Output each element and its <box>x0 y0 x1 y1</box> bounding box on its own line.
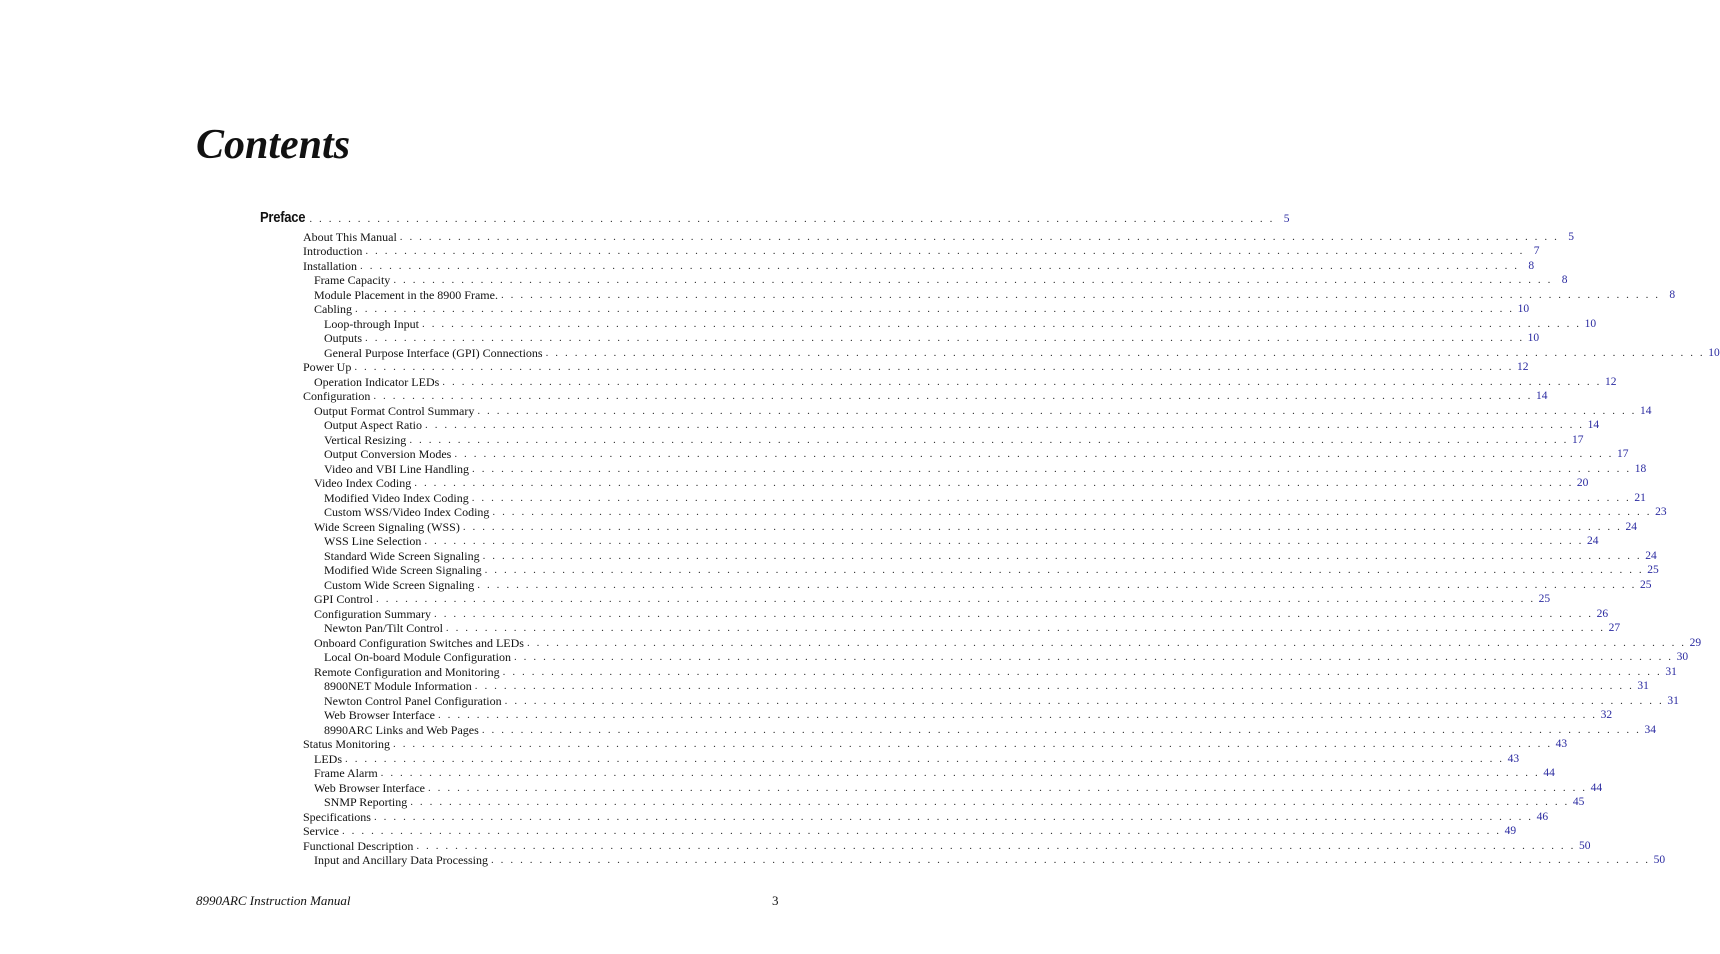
dot-leader: . . . . . . . . . . . . . . . . . . . . . . . . . . . . . . . . . . . . . . . . . . . . . . . . . . . . . . . . . . . . . . . . . . . . . . . . . . . . . . . . . . . . . . . . . . . . . . . . . . . . . . . . . . . . . . . . . . . . . . . . <box>442 375 1602 388</box>
toc-entry-title: Configuration Summary <box>314 606 431 621</box>
toc-page-link[interactable]: 43 <box>1555 738 1568 750</box>
toc-page-link[interactable]: 31 <box>1637 680 1649 692</box>
dot-leader: . . . . . . . . . . . . . . . . . . . . . . . . . . . . . . . . . . . . . . . . . . . . . . . . . . . . . . . . . . . . . . . . . . . . . . . . . . . . . . . . . . . . . . . . . . . . . . . . . . . . . . . . . . . . . . . . . . . . . . . . <box>373 810 1534 823</box>
dot-leader: . . . . . . . . . . . . . . . . . . . . . . . . . . . . . . . . . . . . . . . . . . . . . . . . . . . . . . . . . . . . . . . . . . . . . . . . . . . . . . . . . . . . . . . . . . . . . . . . . . . . . . . . . . . . . . . . . . . . . . . . <box>365 245 1525 257</box>
footer-manual-title: 8990ARC Instruction Manual <box>196 893 351 908</box>
toc-entry-title: 8990ARC Links and Web Pages <box>324 722 479 737</box>
dot-leader: . . . . . . . . . . . . . . . . . . . . . . . . . . . . . . . . . . . . . . . . . . . . . . . . . . . . . . . . . . . . . . . . . . . . . . . . . . . . . . . . . . . . . . . . . . . . . . . . . . . . . . . . . . . . . . . . . . . . . . . . <box>545 346 1705 359</box>
toc-entry[interactable] <box>303 244 1540 259</box>
toc-page-link[interactable]: 17 <box>1571 433 1584 446</box>
toc-page-link[interactable]: 31 <box>1667 694 1679 707</box>
toc-entry-title: WSS Line Selection <box>324 534 422 548</box>
toc-page-link[interactable]: 12 <box>1604 375 1617 388</box>
toc-entry[interactable] <box>303 374 1617 389</box>
toc-page-link[interactable]: 34 <box>1644 723 1656 736</box>
toc-page-link[interactable]: 24 <box>1625 520 1637 533</box>
toc-entry-title: Frame Alarm <box>314 766 378 780</box>
toc-page-link[interactable]: 20 <box>1576 477 1589 489</box>
toc-page-link[interactable]: 30 <box>1676 651 1689 663</box>
toc-entry[interactable] <box>303 534 1599 549</box>
toc-page-link[interactable]: 50 <box>1578 839 1591 852</box>
toc-section-preface[interactable] <box>260 206 1290 226</box>
toc-page-link[interactable]: 44 <box>1543 767 1555 779</box>
toc-entry[interactable] <box>303 650 1689 665</box>
toc-entry[interactable] <box>303 693 1679 708</box>
toc-page-link[interactable]: 45 <box>1572 796 1585 808</box>
toc-page-link[interactable]: 21 <box>1634 491 1646 504</box>
toc-entry-title: Custom Wide Screen Signaling <box>324 577 475 592</box>
toc-entry-title: Outputs <box>324 331 363 345</box>
toc-page-link[interactable]: 44 <box>1590 781 1603 794</box>
toc-page-link[interactable]: 32 <box>1600 709 1613 721</box>
toc-entry-title: Video and VBI Line Handling <box>324 461 470 476</box>
toc-entry[interactable] <box>303 331 1540 346</box>
toc-page-link[interactable]: 26 <box>1596 607 1609 620</box>
toc-page-link[interactable]: 8 <box>1669 288 1676 301</box>
toc-entry-title: Modified Video Index Coding <box>324 490 469 505</box>
toc-entry-title: Output Format Control Summary <box>314 403 475 418</box>
toc-page-link[interactable]: 12 <box>1516 361 1529 373</box>
toc-page-link[interactable]: 24 <box>1586 535 1599 547</box>
toc-page-link[interactable]: 24 <box>1645 549 1657 562</box>
toc-entry[interactable] <box>303 490 1646 505</box>
toc-page-link[interactable]: 14 <box>1587 419 1600 431</box>
toc-entry-title: Cabling <box>314 302 352 316</box>
toc-entry-title: Status Monitoring <box>303 737 391 751</box>
toc-page-link[interactable]: 10 <box>1517 303 1530 315</box>
toc-entry[interactable] <box>303 577 1652 592</box>
toc-entry-title: GPI Control <box>314 592 374 606</box>
toc-entry[interactable] <box>303 708 1613 723</box>
toc-page-link[interactable]: 43 <box>1507 752 1520 765</box>
toc-entry-title: Output Aspect Ratio <box>324 418 422 432</box>
toc-entry[interactable] <box>303 302 1530 317</box>
toc-page-link[interactable]: 31 <box>1665 665 1677 678</box>
toc-entry-title: Modified Wide Screen Signaling <box>324 563 482 577</box>
toc-entry[interactable] <box>303 853 1666 868</box>
toc-entry[interactable] <box>303 679 1649 694</box>
toc-entry-title: Wide Screen Signaling (WSS) <box>314 519 460 534</box>
dot-leader: . . . . . . . . . . . . . . . . . . . . . . . . . . . . . . . . . . . . . . . . . . . . . . . . . . . . . . . . . . . . . . . . . . . . . . . . . . . . . . . . . . . . . . . . . . . . . . . . . . . . . . . . . . . . . . . . . . . . . . . . <box>345 752 1505 765</box>
toc-entry-title: Web Browser Interface <box>324 708 435 722</box>
toc-entry-title: Video Index Coding <box>314 476 412 490</box>
toc-entry-title: Standard Wide Screen Signaling <box>324 548 480 563</box>
toc-entry[interactable] <box>303 287 1676 302</box>
toc-entry[interactable] <box>303 737 1568 752</box>
toc-entry-title: Operation Indicator LEDs <box>314 374 440 389</box>
toc-entry-title: Configuration <box>303 389 371 403</box>
dot-leader: . . . . . . . . . . . . . . . . . . . . . . . . . . . . . . . . . . . . . . . . . . . . . . . . . . . . . . . . . . . . . . . . . . . . . . . . . . . . . . . . . . . . . . . . . . . . . . . . . . . . . . . . . . . . . . . . . . . . . . . . <box>462 520 1622 533</box>
dot-leader: . . . . . . . . . . . . . . . . . . . . . . . . . . . . . . . . . . . . . . . . . . . . . . . . . . . . . . . . . . . . . . . . . . . . . . . . . . . . . . . . . . . . . . . . . . . . . . . . . . . . . . . . . . . . . . . . . . . . . . . . <box>500 288 1661 301</box>
dot-leader: . . . . . . . . . . . . . . . . . . . . . . . . . . . . . . . . . . . . . . . . . . . . . . . . . . . . . . . . . . . . . . . . . . . . . . . . . . . . . . . . . . . . . . . . . . . . . . . . . . . . . . . . . . . . . . . . . . . . . . . . <box>414 477 1574 489</box>
toc-entry[interactable] <box>303 780 1603 795</box>
dot-leader: . . . . . . . . . . . . . . . . . . . . . . . . . . . . . . . . . . . . . . . . . . . . . . . . . . . . . . . . . . . . . . . . . . . . . . . . . . . . . . . . . . . . . . . . . . . . . . . . . . . . . . . . . . . . . . . . . . . . . . . . <box>471 491 1631 504</box>
dot-leader: . . . . . . . . . . . . . . . . . . . . . . . . . . . . . . . . . . . . . . . . . . . . . . . . . . . . . . . . . . . . . . . . . . . . . . . . . . . . . . . . . . . . . . . . . . . . . . . . . . . . . . . . . . . . . . . . . . . . . . . . <box>409 433 1569 446</box>
toc-entry-title: Installation <box>303 258 357 273</box>
toc-entry[interactable] <box>303 447 1629 462</box>
toc-page-link[interactable]: 25 <box>1538 593 1551 605</box>
toc-entry-title: Input and Ancillary Data Processing <box>314 853 488 867</box>
toc-entry-title: Output Conversion Modes <box>324 447 452 461</box>
toc-entry[interactable] <box>303 824 1517 839</box>
toc-entry-title: Onboard Configuration Switches and LEDs <box>314 635 524 650</box>
toc-entry-title: Functional Description <box>303 838 414 853</box>
toc-page-link[interactable]: 5 <box>1283 213 1290 225</box>
dot-leader: . . . . . . . . . . . . . . . . . . . . . . . . . . . . . . . . . . . . . . . . . . . . . . . . . . . . . . . . . . . . . . . . . . . . . . . . . . . . . . . . . . . . . . . . . . . . . . . . . . . . . . . . . . . . . . . . . . . . . . . . <box>477 404 1637 417</box>
dot-leader: . . . . . . . . . . . . . . . . . . . . . . . . . . . . . . . . . . . . . . . . . . . . . . . . . . . . . . . . . . . . . . . . . . . . . . . . . . . . . . . . . . . . . . . . . . . . . . . . . . . . . . . . . . . . . . . . . . . . . . . . <box>474 680 1634 692</box>
toc-entry[interactable] <box>303 476 1589 491</box>
dot-leader: . . . . . . . . . . . . . . . . . . . . . . . . . . . . . . . . . . . . . . . . . . . . . . . . . . . . . . . . . . . . . . . . . . . . . . . . . . . . . . . . . . . . . . . . . . . . . . . . . . . . . . . . . . . . . . . . . . . . . . . . <box>393 274 1553 286</box>
toc-entry[interactable] <box>303 461 1647 476</box>
dot-leader: . . . . . . . . . . . . . . . . . . . . . . . . . . . . . . . . . . . . . . . . . . . . . . . . . . . . . . . . . . . . . . . . . . . . . . . . . . . . . . . . . . . . . . . . . . . . . . . . . . . . . . . . . . . . . . . . . . . . . . . . <box>490 854 1651 866</box>
toc-entry-title: SNMP Reporting <box>324 795 408 809</box>
toc-entry[interactable] <box>303 229 1574 244</box>
toc-entry-title: Vertical Resizing <box>324 432 407 447</box>
dot-leader: . . . . . . . . . . . . . . . . . . . . . . . . . . . . . . . . . . . . . . . . . . . . . . . . . . . . . . . . . . . . . . . . . . . . . . . . . . . . . . . . . . . . . . . . . . . . . . . . . . . . . . . . . . . . . . . . . . . . . . . . <box>355 303 1515 315</box>
dot-leader: . . . . . . . . . . . . . . . . . . . . . . . . . . . . . . . . . . . . . . . . . . . . . . . . . . . . . . . . . . . . . . . . . . . . . . . . . . . . . . . . . . . . . . . . . . . . . . . . . . . . . . . . . . . . . . . . . . . . . . . . <box>481 723 1641 736</box>
dot-leader: . . . . . . . . . . . . . . . . . . . . . . . . . . . . . . . . . . . . . . . . . . . . . . . . . . . . . . . . . . . . . . . . . . . . . . . . . . . . . . . . . . . . . . . . . . . . . . . . . . . . . . . . . . . . . . . . . . . . . . . . <box>380 767 1540 779</box>
toc-page-link[interactable]: 25 <box>1647 564 1659 576</box>
dot-leader: . . . . . . . . . . . . . . . . . . . . . . . . . . . . . . . . . . . . . . . . . . . . . . . . . . . . . . . . . . . . . . . . . . . . . . . . . . . . . . . . . . . . . . . . . . . . . . . . . . . . . . . . . . . . . . . . . . . . . . . . <box>472 462 1632 475</box>
toc-entry[interactable] <box>303 809 1549 824</box>
toc-entry[interactable] <box>303 635 1702 650</box>
toc-entry-title: Service <box>303 824 339 838</box>
toc-entry[interactable] <box>303 360 1529 375</box>
dot-leader: . . . . . . . . . . . . . . . . . . . . . . . . . . . . . . . . . . . . . . . . . . . . . . . . . . . . . . . . . . . . . . . . . . . . . . . . . . . . . . . . . . . . . . . . . . . . . . . . . . . . . . . . . . . . . . . . . . . . . . . . <box>477 578 1637 591</box>
toc-page-link[interactable]: 10 <box>1584 317 1597 330</box>
toc-page-link[interactable]: 23 <box>1655 506 1667 518</box>
toc-page-link[interactable]: 10 <box>1527 332 1540 344</box>
toc-entry-title: Module Placement in the 8900 Frame. <box>314 287 498 302</box>
toc-entry[interactable] <box>303 316 1597 331</box>
toc-entry[interactable] <box>303 505 1667 520</box>
toc-entry[interactable] <box>303 621 1621 636</box>
toc-page-link[interactable]: 50 <box>1653 854 1666 866</box>
dot-leader: . . . . . . . . . . . . . . . . . . . . . . . . . . . . . . . . . . . . . . . . . . . . . . . . . . . . . . . . . . . . . . . . . . . . . . . . . . . . . . . . . . . . . . . . . . . . . . . . . . . . . . . . . . . . . . . . . . . . . . . . <box>341 825 1502 837</box>
toc-page-link[interactable]: 14 <box>1535 390 1548 402</box>
dot-leader: . . . . . . . . . . . . . . . . . . . . . . . . . . . . . . . . . . . . . . . . . . . . . . . . . . . . . . . . . . . . . . . . . . . . . . . . . . . . . . . . . . . . . . . . . . . . . . . . . . . . . . . . . . . . . . . . . . . . . . . . <box>399 230 1559 243</box>
dot-leader: . . . . . . . . . . . . . . . . . . . . . . . . . . . . . . . . . . . . . . . . . . . . . . . . . . . . . . . . . . . . . . . . . . . . . . . . . . . . . . . . . . . . . . . . . . . . . . . . . . . . . . . . . . . . . . . . . . . . . . . . <box>427 781 1588 794</box>
toc-page-link[interactable]: 14 <box>1640 404 1652 417</box>
dot-leader: . . . . . . . . . . . . . . . . . . . . . . . . . . . . . . . . . . . . . . . . . . . . . . . . . . . . . . . . . . . . . . . . . . . . . . . . . . . . . . . . . . . . . . . . . . . . . . . . . . . . . . . . . . . . . . . . . . . . . . . . <box>360 259 1520 272</box>
toc-page-link[interactable]: 8 <box>1561 274 1568 286</box>
toc-list <box>303 229 1720 867</box>
toc-entry-title: LEDs <box>314 751 342 766</box>
toc-entry[interactable] <box>303 592 1551 607</box>
dot-leader: . . . . . . . . . . . . . . . . . . . . . . . . . . . . . . . . . . . . . . . . . . . . . . . . . . . . . . . . . . . . . . . . . . . . . . . . . . . . . . . . . . . . . . . . . . . . . . . . . . . . . . . . . . . . . . . . . . . . . . . . <box>437 709 1598 721</box>
toc-entry-title: Custom WSS/Video Index Coding <box>324 505 490 519</box>
toc-entry[interactable] <box>303 389 1548 404</box>
toc-entry[interactable] <box>303 795 1585 810</box>
dot-leader: . . . . . . . . . . . . . . . . . . . . . . . . . . . . . . . . . . . . . . . . . . . . . . . . . . . . . . . . . . . . . . . . . . . . . . . . . . . . . . . . . . . . . . . . . . . . . . . . . . . . . . . . . . . . . . . . . . . . . . . . <box>416 839 1576 852</box>
toc-page-link[interactable]: 27 <box>1608 622 1621 634</box>
dot-leader: . . . . . . . . . . . . . . . . . . . . . . . . . . . . . . . . . . . . . . . . . . . . . . . . . . . . . . . . . . . . . . . . . . . . . . . . . . . . . . . . . . . . . . . . . . . . . . . . . . . . . . . . . . . . . . . . . . . . . . . . <box>365 332 1525 344</box>
toc-page-link[interactable]: 25 <box>1639 578 1652 591</box>
toc-entry[interactable] <box>303 258 1535 273</box>
dot-leader: . . . . . . . . . . . . . . . . . . . . . . . . . . . . . . . . . . . . . . . . . . . . . . . . . . . . . . . . . . . . . . . . . . . . . . . . . . . . . . . . . . . . . . . . . . . . . . . . . . . . . . . . . . . . . . . . . . . . . . . . <box>454 448 1614 460</box>
toc-page-link[interactable]: 5 <box>1568 230 1574 243</box>
toc-entry-title: Newton Pan/Tilt Control <box>324 621 443 635</box>
toc-entry-title: Introduction <box>303 244 363 258</box>
toc-entry[interactable] <box>303 751 1520 766</box>
toc-entry[interactable] <box>303 563 1659 578</box>
toc-entry[interactable] <box>303 345 1720 360</box>
dot-leader: . . . . . . . . . . . . . . . . . . . . . . . . . . . . . . . . . . . . . . . . . . . . . . . . . . . . . . . . . . . . . . . . . . . . . . . . . . . . . . . . . . . . . . . . . . . . . . . . . . . . . . . . . . . . . . . . . . . . . . . . <box>410 796 1570 808</box>
dot-leader: . . . . . . . . . . . . . . . . . . . . . . . . . . . . . . . . . . . . . . . . . . . . . . . . . . . . . . . . . . . . . . . . . . . . . . . . . . . . . . . . . . . . . . . . . . . . . . . . . . . . . . . . . . . . . . . . . . . . . . . . <box>526 636 1687 649</box>
toc-entry[interactable] <box>303 548 1657 563</box>
dot-leader: . . . . . . . . . . . . . . . . . . . . . . . . . . . . . . . . . . . . . . . . . . . . . . . . . . . . . . . . . . . . . . . . . . . . . . . . . . . . . . . . . . . . . . . . . . . . . . . . . . . . . . . . . . . . . . . . . . . . . . . . <box>354 361 1514 373</box>
toc-entry[interactable] <box>303 519 1637 534</box>
toc-entry-title: Specifications <box>303 809 371 824</box>
toc-page-link[interactable]: 7 <box>1533 245 1540 257</box>
toc-entry-title: General Purpose Interface (GPI) Connections <box>324 345 543 360</box>
toc-entry-title: Remote Configuration and Monitoring <box>314 664 500 679</box>
dot-leader: . . . . . . . . . . . . . . . . . . . . . . . . . . . . . . . . . . . . . . . . . . . . . . . . . . . . . . . . . . . . . . . . . . . . . . . . . . . . . . . . . . . . . . . . . . . . . . . . . . . . . . . . . . . . . . . . . . . . . . . . <box>434 607 1594 620</box>
toc-entry-title: About This Manual <box>303 229 397 244</box>
toc-entry[interactable] <box>303 606 1609 621</box>
toc-page-link[interactable]: 29 <box>1689 636 1702 649</box>
toc-entry-title: Web Browser Interface <box>314 780 425 795</box>
dot-leader: . . . . . . . . . . . . . . . . . . . . . . . . . . . . . . . . . . . . . . . . . . . . . . . . . . . . . . . . . . . . . . . . . . . . . . . . . . . . . . . . . . . . . . . . . . . . . . . . . . . . . . . . . . . . . . . . . . . . . . . . <box>425 419 1585 431</box>
toc-entry-title: Power Up <box>303 360 352 374</box>
dot-leader: . . . . . . . . . . . . . . . . . . . . . . . . . . . . . . . . . . . . . . . . . . . . . . . . . . . . . . . . . . . . . . . . . . . . . . . . . . . . . . . . . . . . . . . . . . . . . . . . . . . . . . . . . . . . . . . . . . . . . . . . <box>376 593 1536 605</box>
toc-entry[interactable] <box>303 838 1591 853</box>
dot-leader: . . . . . . . . . . . . . . . . . . . . . . . . . . . . . . . . . . . . . . . . . . . . . . . . . . . . . . . . . . . . . . . . . . . . . . . . . . . . . . . . . . . . . . . . . . . . . . . . . . . . . . . . . . . . . . . . . . . . . . . . <box>445 622 1606 634</box>
toc-entry-title: Local On-board Module Configuration <box>324 650 511 664</box>
dot-leader: . . . . . . . . . . . . . . . . . . . . . . . . . . . . . . . . . . . . . . . . . . . . . . . . . . . . . . . . . . . . . . . . . . . . . . . . . . . . . . . . . . . . . . . . . . . . . . . . . . . . . . . . . . . . . . . . . . . . . . . . <box>484 564 1644 576</box>
page-title: Contents <box>196 122 351 168</box>
toc-entry[interactable] <box>303 403 1652 418</box>
dot-leader: . . . . . . . . . . . . . . . . . . . . . . . . . . . . . . . . . . . . . . . . . . . . . . . . . . . . . . . . . . . . . . . . . . . . . . . . . . . . . . . . . . . . . . . . . . . . . . . . . . . . <box>309 213 1275 225</box>
toc-section-label: Preface <box>260 210 306 226</box>
toc-page-link[interactable]: 18 <box>1634 462 1647 475</box>
toc-entry-title: Newton Control Panel Configuration <box>324 693 502 708</box>
dot-leader: . . . . . . . . . . . . . . . . . . . . . . . . . . . . . . . . . . . . . . . . . . . . . . . . . . . . . . . . . . . . . . . . . . . . . . . . . . . . . . . . . . . . . . . . . . . . . . . . . . . . . . . . . . . . . . . . . . . . . . . . <box>502 665 1662 678</box>
toc-page-link[interactable]: 8 <box>1528 259 1535 272</box>
toc-page-link[interactable]: 49 <box>1504 825 1517 837</box>
toc-page-link[interactable]: 17 <box>1617 448 1629 460</box>
toc-page-link[interactable]: 46 <box>1536 810 1549 823</box>
dot-leader: . . . . . . . . . . . . . . . . . . . . . . . . . . . . . . . . . . . . . . . . . . . . . . . . . . . . . . . . . . . . . . . . . . . . . . . . . . . . . . . . . . . . . . . . . . . . . . . . . . . . . . . . . . . . . . . . . . . . . . . . <box>393 738 1553 750</box>
dot-leader: . . . . . . . . . . . . . . . . . . . . . . . . . . . . . . . . . . . . . . . . . . . . . . . . . . . . . . . . . . . . . . . . . . . . . . . . . . . . . . . . . . . . . . . . . . . . . . . . . . . . . . . . . . . . . . . . . . . . . . . . <box>422 317 1582 330</box>
footer-page-number: 3 <box>772 893 779 908</box>
toc-entry[interactable] <box>303 664 1677 679</box>
toc-entry-title: Loop-through Input <box>324 316 419 331</box>
dot-leader: . . . . . . . . . . . . . . . . . . . . . . . . . . . . . . . . . . . . . . . . . . . . . . . . . . . . . . . . . . . . . . . . . . . . . . . . . . . . . . . . . . . . . . . . . . . . . . . . . . . . . . . . . . . . . . . . . . . . . . . . <box>504 694 1664 707</box>
toc-entry[interactable] <box>303 722 1656 737</box>
toc-entry[interactable] <box>303 766 1555 781</box>
toc-entry[interactable] <box>303 432 1584 447</box>
toc-entry[interactable] <box>303 418 1600 433</box>
toc-entry-title: Frame Capacity <box>314 273 391 287</box>
dot-leader: . . . . . . . . . . . . . . . . . . . . . . . . . . . . . . . . . . . . . . . . . . . . . . . . . . . . . . . . . . . . . . . . . . . . . . . . . . . . . . . . . . . . . . . . . . . . . . . . . . . . . . . . . . . . . . . . . . . . . . . . <box>492 506 1652 518</box>
dot-leader: . . . . . . . . . . . . . . . . . . . . . . . . . . . . . . . . . . . . . . . . . . . . . . . . . . . . . . . . . . . . . . . . . . . . . . . . . . . . . . . . . . . . . . . . . . . . . . . . . . . . . . . . . . . . . . . . . . . . . . . . <box>424 535 1584 547</box>
dot-leader: . . . . . . . . . . . . . . . . . . . . . . . . . . . . . . . . . . . . . . . . . . . . . . . . . . . . . . . . . . . . . . . . . . . . . . . . . . . . . . . . . . . . . . . . . . . . . . . . . . . . . . . . . . . . . . . . . . . . . . . . <box>482 549 1642 562</box>
toc-entry-title: 8900NET Module Information <box>324 679 472 693</box>
toc-page-link[interactable]: 10 <box>1708 346 1720 359</box>
toc-entry[interactable] <box>303 273 1568 288</box>
dot-leader: . . . . . . . . . . . . . . . . . . . . . . . . . . . . . . . . . . . . . . . . . . . . . . . . . . . . . . . . . . . . . . . . . . . . . . . . . . . . . . . . . . . . . . . . . . . . . . . . . . . . . . . . . . . . . . . . . . . . . . . . <box>513 651 1674 663</box>
dot-leader: . . . . . . . . . . . . . . . . . . . . . . . . . . . . . . . . . . . . . . . . . . . . . . . . . . . . . . . . . . . . . . . . . . . . . . . . . . . . . . . . . . . . . . . . . . . . . . . . . . . . . . . . . . . . . . . . . . . . . . . . <box>373 390 1533 402</box>
